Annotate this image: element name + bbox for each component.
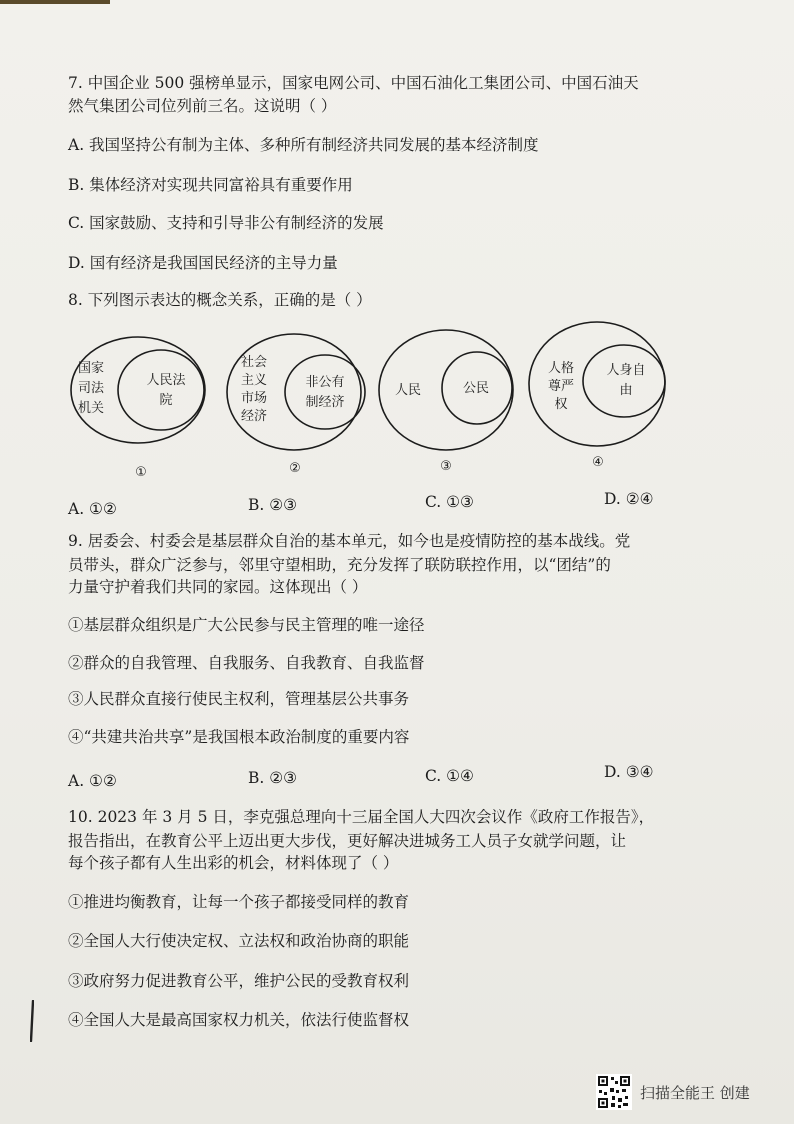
q7-stem-line-2: 然气集团公司位列前三名。这说明（ ） — [68, 97, 337, 115]
q9-statement-2: ②群众的自我管理、自我服务、自我教育、自我监督 — [68, 654, 425, 672]
q8-d4-outer-3: 权 — [554, 397, 568, 412]
q8-d2-inner-2: 制经济 — [305, 395, 345, 410]
top-edge-mark — [0, 0, 110, 4]
q8-d1-outer-3: 机关 — [77, 401, 105, 416]
q7-option-a: A. 我国坚持公有制为主体、多种所有制经济共同发展的基本经济制度 — [68, 136, 539, 154]
q8-d4-inner-1: 人身自 — [606, 363, 646, 378]
q9-stem-line-1: 9. 居委会、村委会是基层群众自治的基本单元，如今也是疫情防控的基本战线。党 — [68, 532, 631, 550]
q10-statement-3: ③政府努力促进教育公平，维护公民的受教育权利 — [68, 972, 410, 990]
q9-statement-4: ④“共建共治共享”是我国根本政治制度的重要内容 — [68, 728, 410, 746]
q8-d3-inner-1: 公民 — [462, 381, 490, 396]
qr-code-icon — [596, 1074, 632, 1110]
q9-option-a: A. ①② — [68, 772, 117, 790]
q8-d4-outer-1: 人格 — [547, 361, 575, 376]
q10-statement-1: ①推进均衡教育，让每一个孩子都接受同样的教育 — [68, 893, 410, 911]
q10-stem-line-2: 报告指出，在教育公平上迈出更大步伐，更好解决进城务工人员子女就学问题，让 — [68, 832, 627, 850]
q8-d2-outer-3: 市场 — [240, 391, 268, 406]
q8-diagram-4 — [525, 320, 680, 472]
q10-statement-4: ④全国人大是最高国家权力机关，依法行使监督权 — [68, 1011, 410, 1029]
q9-stem-line-2: 员带头，群众广泛参与，邻里守望相助，充分发挥了联防联控作用，以“团结”的 — [68, 556, 611, 574]
q8-d1-outer-2: 司法 — [77, 381, 105, 396]
q8-d2-outer-1: 社会 — [240, 355, 268, 370]
q10-stem-line-1: 10. 2023 年 3 月 5 日，李克强总理向十三届全国人大四次会议作《政府工作报告》， — [68, 808, 655, 826]
q7-option-d: D. 国有经济是我国国民经济的主导力量 — [68, 254, 338, 272]
q8-option-a: A. ①② — [68, 500, 117, 518]
q10-stem-line-3: 每个孩子都有人生出彩的机会，材料体现了（ ） — [68, 854, 399, 872]
q8-d4-number: ④ — [592, 455, 604, 470]
q7-option-b: B. 集体经济对实现共同富裕具有重要作用 — [68, 176, 353, 194]
q8-d1-inner-2: 院 — [159, 393, 173, 408]
q8-d4-inner-2: 由 — [619, 383, 633, 398]
scanner-watermark — [596, 1074, 750, 1110]
q8-diagram-2 — [222, 330, 377, 480]
q8-d3-outer-1: 人民 — [394, 383, 422, 398]
q8-d2-number: ② — [289, 461, 301, 476]
pencil-mark — [30, 1000, 34, 1042]
q8-d3-number: ③ — [440, 459, 452, 474]
q7-option-c: C. 国家鼓励、支持和引导非公有制经济的发展 — [68, 214, 384, 232]
q8-d2-outer-2: 主义 — [240, 373, 268, 388]
q9-option-b: B. ②③ — [248, 769, 298, 787]
q8-d4-outer-2: 尊严 — [547, 379, 575, 394]
q8-option-d: D. ②④ — [604, 490, 654, 508]
q9-option-c: C. ①④ — [425, 767, 474, 785]
q8-d1-number: ① — [135, 465, 147, 480]
q8-option-b: B. ②③ — [248, 496, 298, 514]
q7-stem-line-1: 7. 中国企业 500 强榜单显示，国家电网公司、中国石油化工集团公司、中国石油天 — [68, 74, 639, 92]
q10-statement-2: ②全国人大行使决定权、立法权和政治协商的职能 — [68, 932, 410, 950]
q8-diagram-3 — [376, 326, 526, 476]
q8-d1-inner-1: 人民法 — [146, 373, 186, 388]
q8-d2-outer-4: 经济 — [240, 409, 268, 424]
q8-d1-outer-1: 国家 — [77, 361, 105, 376]
q8-stem: 8. 下列图示表达的概念关系，正确的是（ ） — [68, 291, 372, 309]
q8-option-c: C. ①③ — [425, 493, 474, 511]
scanner-watermark-text: 扫描全能王 创建 — [640, 1083, 750, 1102]
q8-diagram-1 — [66, 334, 221, 484]
q9-statement-3: ③人民群众直接行使民主权利，管理基层公共事务 — [68, 690, 410, 708]
q9-statement-1: ①基层群众组织是广大公民参与民主管理的唯一途径 — [68, 616, 425, 634]
q8-d2-inner-1: 非公有 — [305, 375, 345, 390]
q9-option-d: D. ③④ — [604, 763, 654, 781]
q9-stem-line-3: 力量守护着我们共同的家园。这体现出（ ） — [68, 578, 368, 596]
